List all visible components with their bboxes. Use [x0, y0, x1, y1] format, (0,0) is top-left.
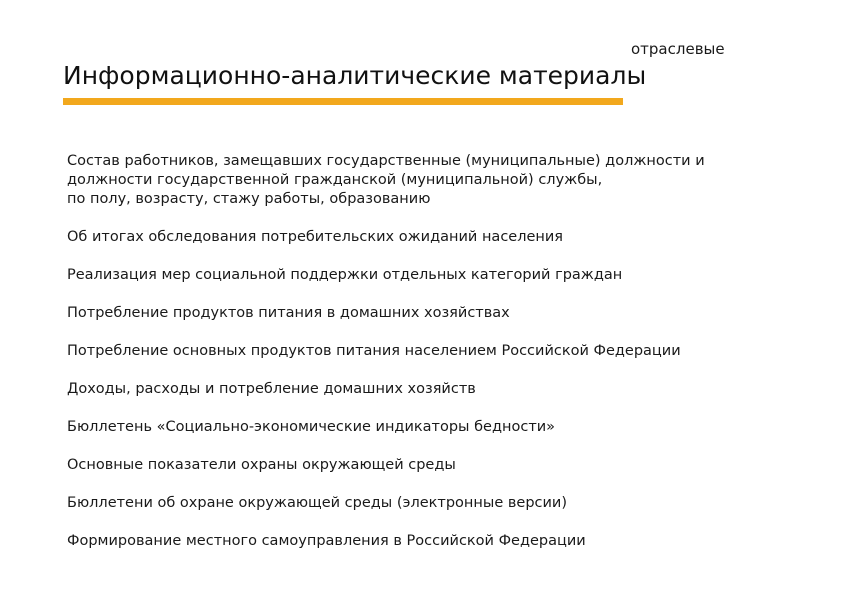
material-link-line: Бюллетень «Социально-экономические индикаторы бедности» — [67, 419, 556, 435]
material-link-household-income[interactable] — [67, 380, 827, 399]
material-link-line: Состав работников, замещавших государственные (муниципальные) должности и — [67, 153, 705, 169]
material-link-line: Об итогах обследования потребительских ожиданий населения — [67, 229, 564, 245]
material-link-line: Доходы, расходы и потребление домашних хозяйств — [67, 381, 476, 397]
material-link-basic-food-consumption[interactable] — [67, 342, 827, 361]
material-link-line: Формирование местного самоуправления в Российской Федерации — [67, 533, 586, 549]
category-label: отраслевые — [631, 40, 725, 58]
material-link-consumer-expectations[interactable] — [67, 228, 827, 247]
material-link-line: Реализация мер социальной поддержки отдельных категорий граждан — [67, 267, 623, 283]
material-link-line: Потребление основных продуктов питания населением Российской Федерации — [67, 343, 681, 359]
material-link-environment-bulletins[interactable] — [67, 494, 827, 513]
material-link-household-food[interactable] — [67, 304, 827, 323]
material-link-line: Бюллетени об охране окружающей среды (электронные версии) — [67, 495, 567, 511]
material-link-local-self-government[interactable] — [67, 532, 827, 551]
materials-list — [67, 152, 827, 551]
material-link-social-support[interactable] — [67, 266, 827, 285]
page-title: Информационно-аналитические материалы — [63, 61, 647, 90]
material-link-personnel-composition[interactable] — [67, 152, 827, 209]
material-link-line: должности государственной гражданской (муниципальной) службы, — [67, 172, 603, 188]
material-link-poverty-bulletin[interactable] — [67, 418, 827, 437]
material-link-line: Основные показатели охраны окружающей среды — [67, 457, 456, 473]
material-link-environment-indicators[interactable] — [67, 456, 827, 475]
title-underline — [63, 98, 623, 105]
material-link-line: по полу, возрасту, стажу работы, образованию — [67, 191, 431, 207]
material-link-line: Потребление продуктов питания в домашних хозяйствах — [67, 305, 510, 321]
